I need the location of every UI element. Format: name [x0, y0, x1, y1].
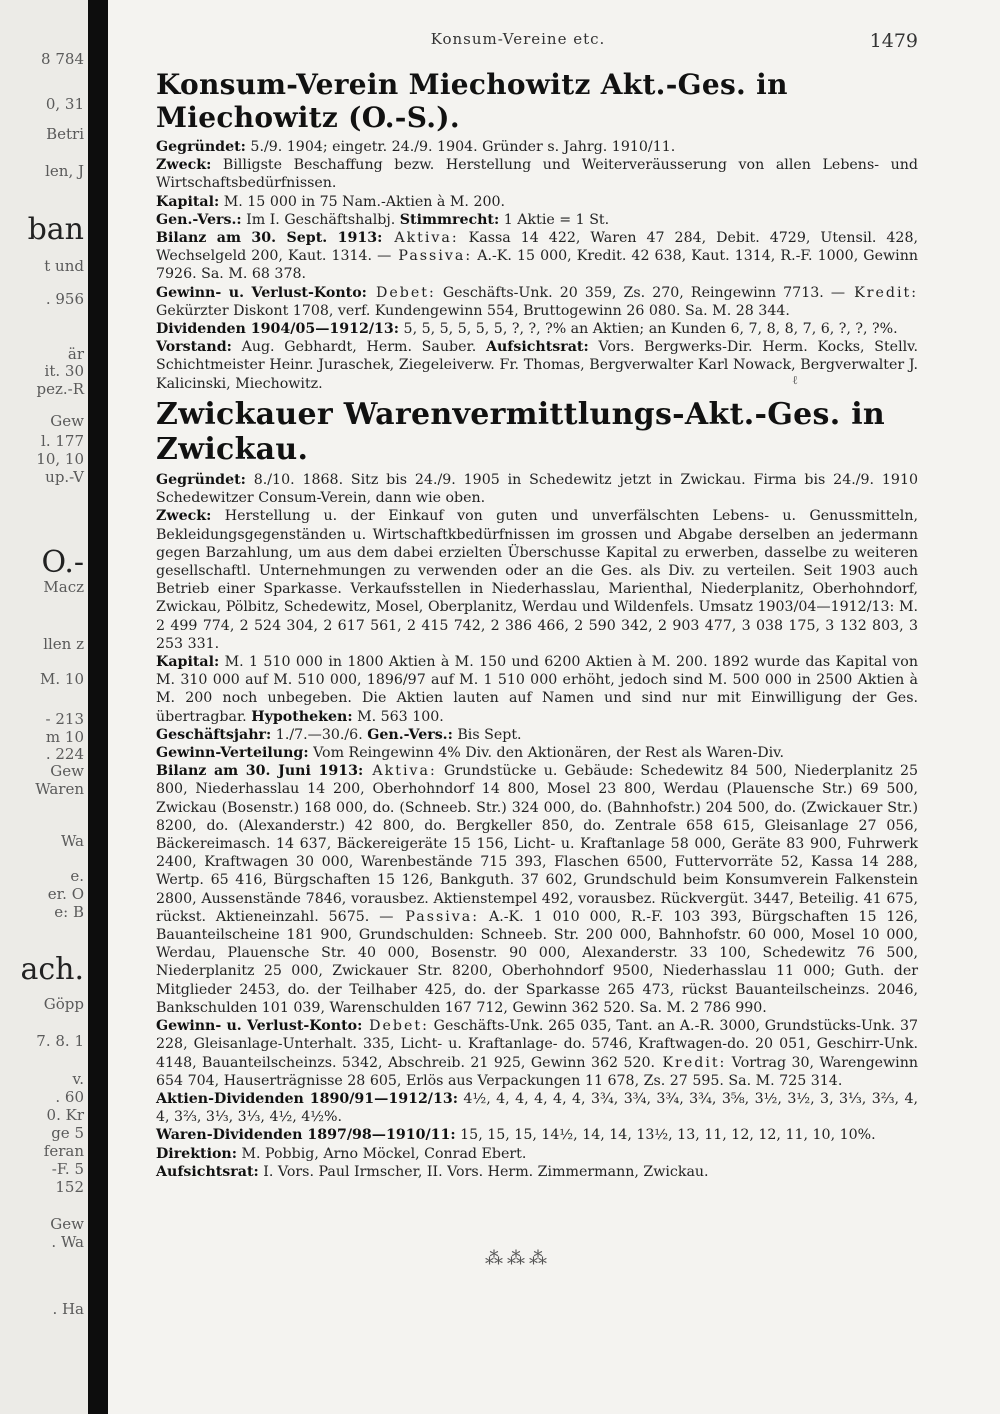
label-capital: Kapital:: [156, 193, 220, 210]
label-debit: Debet:: [362, 1018, 429, 1035]
profit-loss-paragraph: [156, 284, 918, 320]
gutter-fragment: . Wa: [51, 1233, 84, 1251]
gutter-fragment: Wa: [60, 832, 84, 850]
share-dividends-text: 4½, 4, 4, 4, 4, 4, 3¾, 3¾, 3¾, 3¾, 3⅝, 3½, 3½, 3, 3⅓, 3⅔, 4, 4, 3⅔, 3⅓, 3⅓, 4½, 4½%.: [156, 1090, 918, 1126]
gutter-fragment: er. O: [47, 885, 84, 903]
dividends-paragraph: [156, 320, 918, 338]
gutter-fragment: len, J: [45, 162, 84, 180]
gutter-fragment: Göpp: [43, 995, 84, 1013]
margin-mark: ℓ: [792, 373, 798, 387]
share-dividends-paragraph: [156, 1090, 918, 1126]
profit-loss-paragraph: [156, 1017, 918, 1090]
meeting-text: Im I. Geschäftshalbj.: [241, 211, 396, 228]
meeting-paragraph: [156, 211, 918, 229]
label-supervisory-board: Aufsichtsrat:: [156, 1163, 259, 1180]
gutter-fragment: up.-V: [45, 468, 84, 486]
capital-text: M. 1 510 000 in 1800 Aktien à M. 150 und 6200 Aktien à M. 200. 1892 wurde das Kapital von M. 310 000 auf M. 510 000, 1896/97 auf M. 1 510 000 erhöht, jedoch sind M. 500 000 in 2500 Aktien à M. 200 noch unbegeben. Die Aktien lauten auf Namen und sind nur mit Einwilligung der Ges. übertragbar.: [156, 654, 918, 725]
fiscal-year-text: 1./7.—30./6.: [271, 726, 363, 743]
label-liabilities: Passiva:: [391, 248, 473, 265]
label-credit: Kredit:: [845, 284, 918, 301]
board-text: Aug. Gebhardt, Herm. Sauber.: [231, 339, 477, 356]
founded-text: 8./10. 1868. Sitz bis 24./9. 1905 in Schedewitz jetzt in Zwickau. Firma bis 24./9. 1910 Schedewitzer Consum-Verein, dann wie oben.: [156, 472, 918, 507]
entry-title: Konsum-Verein Miechowitz Akt.-Ges. in Miechowitz (O.-S.).: [156, 68, 788, 134]
book-spine: [88, 0, 108, 1414]
gutter-fragment: . 60: [55, 1088, 84, 1106]
debit-text: Geschäfts-Unk. 265 035, Tant. an A.-R. 3000, Grundstücks-Unk. 37 228, Gleisanlage-Unterhalt. 335, Licht- u. Kraftanlage- do. 5746, Kraftwagen-do. 20 051, Geschirr-Unk. 4148, Bauanteilscheinzs. 5342, Abschreib. 21 925, Gewinn 362 520.: [156, 1018, 918, 1071]
gutter-fragment: Gew: [50, 412, 84, 430]
label-profit-loss: Gewinn- u. Verlust-Konto:: [156, 1018, 363, 1035]
page-number: 1479: [869, 30, 918, 52]
gutter-fragment: O.-: [41, 545, 84, 580]
management-paragraph: [156, 1145, 918, 1163]
goods-dividends-paragraph: [156, 1126, 918, 1144]
meeting-text: Bis Sept.: [452, 726, 522, 743]
gutter-fragment: ban: [27, 212, 84, 247]
capital-paragraph: [156, 653, 918, 726]
gutter-fragment: är: [67, 345, 84, 363]
gutter-fragment: . Ha: [52, 1300, 84, 1318]
gutter-fragment: e: B: [54, 903, 84, 921]
capital-text: M. 15 000 in 75 Nam.-Aktien à M. 200.: [219, 193, 506, 210]
label-balance: Bilanz am 30. Juni 1913:: [156, 763, 364, 780]
label-general-meeting: Gen.-Vers.:: [367, 726, 453, 743]
voting-text: 1 Aktie = 1 St.: [499, 211, 610, 228]
mortgages-text: M. 563 100.: [352, 708, 444, 725]
goods-dividends-text: 15, 15, 15, 14½, 14, 14, 13½, 13, 11, 12, 12, 11, 10, 10%.: [455, 1127, 876, 1144]
management-text: M. Pobbig, Arno Möckel, Conrad Ebert.: [236, 1145, 527, 1162]
liabilities-text: A.-K. 15 000, Kredit. 42 638, Kaut. 1314, R.-F. 1000, Gewinn 7926. Sa. M. 68 378.: [156, 248, 918, 283]
running-head: Konsum-Vereine etc.: [430, 30, 606, 48]
label-credit: Kredit:: [655, 1054, 727, 1071]
page: [118, 0, 918, 1414]
assets-text: Kassa 14 422, Waren 47 284, Debit. 4729, Utensil. 428, Wechselgeld 200, Kaut. 1314. —: [156, 230, 918, 265]
end-ornament: ⁂⁂⁂: [485, 1248, 551, 1269]
label-share-dividends: Aktien-Dividenden 1890/91—1912/13:: [156, 1090, 458, 1107]
label-capital: Kapital:: [156, 654, 220, 671]
gutter-fragment: M. 10: [40, 670, 84, 688]
gutter-fragment: . 956: [45, 290, 84, 308]
gutter-fragment: . 224: [45, 745, 84, 763]
purpose-text: Billigste Beschaffung bezw. Herstellung und Weiterveräusserung von allen Lebens- und Wirtschaftsbedürfnissen.: [156, 157, 918, 192]
profit-distribution-text: Vom Reingewinn 4% Div. den Aktionären, der Rest als Waren-Div.: [308, 745, 785, 762]
gutter-fragment: 7. 8. 1: [36, 1032, 84, 1050]
supervisory-paragraph: [156, 1163, 918, 1181]
supervisory-text: I. Vors. Paul Irmscher, II. Vors. Herm. Zimmermann, Zwickau.: [258, 1163, 709, 1180]
gutter-fragment: v.: [72, 1070, 84, 1088]
gutter-fragment: pez.-R: [36, 380, 84, 398]
gutter-fragment: m 10: [45, 728, 84, 746]
gutter-fragment: 0. Kr: [46, 1106, 84, 1124]
label-fiscal-year: Geschäftsjahr:: [156, 726, 272, 743]
label-liabilities: Passiva:: [393, 908, 480, 925]
label-profit-loss: Gewinn- u. Verlust-Konto:: [156, 284, 367, 301]
purpose-paragraph: [156, 507, 918, 653]
label-founded: Gegründet:: [156, 472, 246, 488]
entry-konsum-verein-miechowitz: [156, 68, 918, 393]
board-paragraph: [156, 338, 918, 393]
label-mortgages: Hypotheken:: [251, 708, 353, 725]
gutter-fragment: Gew: [50, 1215, 84, 1233]
label-management: Direktion:: [156, 1145, 237, 1162]
gutter-fragment: - 213: [45, 710, 84, 728]
gutter-fragment: Gew: [50, 762, 84, 780]
gutter-fragment: Betri: [46, 125, 84, 143]
gutter-fragment: feran: [43, 1142, 84, 1160]
label-assets: Aktiva:: [363, 763, 437, 780]
gutter-fragment: -F. 5: [51, 1160, 84, 1178]
gutter-fragment: Waren: [35, 780, 84, 798]
label-assets: Aktiva:: [382, 230, 459, 247]
fiscal-year-paragraph: [156, 726, 918, 744]
entry-zwickauer-warenvermittlung: [156, 397, 918, 1181]
gutter-fragment: it. 30: [44, 362, 84, 380]
gutter-fragment: ge 5: [51, 1124, 84, 1142]
label-founded: Gegründet:: [156, 139, 246, 155]
founded-paragraph: [156, 471, 918, 507]
gutter-fragment: ach.: [20, 952, 84, 987]
gutter-fragment: e.: [70, 867, 84, 885]
liabilities-text: A.-K. 1 010 000, R.-F. 103 393, Bürgschaften 15 126, Bauanteilscheine 181 900, Grundschulden: Schneeb. Str. 200 000, Bahnhofstr. 60 000, Mosel 10 000, Werdau, Plauensche Str. 40 000, Bosenstr. 90 000, Alexanderstr. 33 100, Schedewitz 76 500, Niederplanitz 25 000, Zwickauer Str. 8200, Oberhohndorf 9500, Niederhasslau 11 000; Guth. der Mitglieder 2453, do. der Teilhaber 425, do. der Sparkasse 265 473, rückst Bauanteilscheinzs. 2046, Bankschulden 101 039, Warenschulden 167 712, Gewinn 362 520. Sa. M. 2 786 990.: [156, 908, 918, 1016]
assets-text: Grundstücke u. Gebäude: Schedewitz 84 500, Niederplanitz 25 800, Niederhasslau 14 200, Oberhohndorf 14 800, Mosel 23 800, Werdau (Plauensche Str.) 69 500, Zwickau (Bosenstr.) 168 000, do. (Schneeb. Str.) 324 000, do. (Bahnhofstr.) 204 500, do. (Zwickauer Str.) 8200, do. (Alexanderstr.) 42 800, do. Bergkeller 850, do. Zentrale 658 615, Gleisanlage 27 056, Bäckereimasch. 14 637, Bäckereigeräte 15 156, Licht- u. Kraftanlage 58 000, Geräte 83 900, Fuhrwerk 2400, Kraftwagen 30 000, Warenbestände 715 393, Flaschen 6500, Futtervorräte 52, Kassa 14 288, Wertp. 65 416, Bürgschaften 15 126, Bankguth. 37 602, Grundschuld beim Konsumverein Falkenstein 2800, Aussenstände 7846, vorausbez. Aktienstempel 492, vorausbez. Rückvergüt. 3447, Beteilig. 41 675, rückst. Aktieneinzahl. 5675. —: [156, 763, 919, 925]
profit-distribution-paragraph: [156, 744, 918, 762]
gutter-fragment: 8 784: [41, 50, 84, 68]
purpose-text: Herstellung u. der Einkauf von guten und unverfälschten Lebens- u. Genussmitteln, Bekleidungsgegenständen u. Wirtschaftkbedürfnissen im grossen und Abgabe derselben an jedermann gegen Barzahlung, um aus dem dabei erzielten Überschusse Kapital zu erwerben, dasselbe zu weiteren gesellschaftl. Unternehmungen zu verwenden oder an die Ges. als Div. zu verteilen. Seit 1903 auch Betrieb einer Sparkasse. Verkaufsstellen in Niederhasslau, Marienthal, Niederplanitz, Oberhohndorf, Zwickau, Pölbitz, Schedewitz, Mosel, Oberplanitz, Werdau und Wildenfels. Umsatz 1903/04—1912/13: M. 2 499 774, 2 524 304, 2 617 561, 2 415 742, 2 386 466, 2 590 342, 2 903 477, 3 038 175, 3 132 803, 3 253 331.: [156, 508, 918, 652]
gutter-fragment: l. 177: [41, 432, 84, 450]
founded-paragraph: [156, 138, 918, 156]
left-page-gutter: [0, 0, 90, 1414]
debit-text: Geschäfts-Unk. 20 359, Zs. 270, Reingewinn 7713. —: [435, 284, 846, 301]
label-debit: Debet:: [366, 284, 436, 301]
gutter-fragment: t und: [44, 257, 84, 275]
label-balance: Bilanz am 30. Sept. 1913:: [156, 230, 383, 247]
founded-text: 5./9. 1904; eingetr. 24./9. 1904. Gründer s. Jahrg. 1910/11.: [245, 139, 676, 155]
credit-text: Gekürzter Diskont 1708, verf. Kundengewinn 554, Bruttogewinn 26 080. Sa. M. 28 344.: [156, 302, 790, 319]
label-profit-distribution: Gewinn-Verteilung:: [156, 745, 309, 762]
credit-text: Vortrag 30, Warengewinn 654 704, Hauserträgnisse 28 605, Erlös aus Verpackungen 11 678, Zs. 27 595. Sa. M. 725 314.: [156, 1054, 918, 1089]
label-purpose: Zweck:: [156, 157, 212, 174]
gutter-fragment: 10, 10: [36, 450, 84, 468]
entry-title: Zwickauer Warenvermittlungs-Akt.-Ges. in Zwickau.: [156, 397, 886, 467]
label-dividends: Dividenden 1904/05—1912/13:: [156, 321, 400, 338]
label-goods-dividends: Waren-Dividenden 1897/98—1910/11:: [156, 1127, 456, 1144]
purpose-paragraph: [156, 156, 918, 192]
label-voting-right: Stimmrecht:: [399, 211, 500, 228]
supervisory-text: Vors. Bergwerks-Dir. Herm. Kocks, Stellv. Schichtmeister Heinr. Juraschek, Ziegeleiverw. Fr. Thomas, Bergverwalter Karl Nowack, Bergverwalter J. Kalicinski, Miechowitz.: [156, 339, 918, 392]
gutter-fragment: 0, 31: [45, 95, 84, 113]
dividends-text: 5, 5, 5, 5, 5, 5, ?, ?, ?% an Aktien; an Kunden 6, 7, 8, 8, 7, 6, ?, ?, ?%.: [399, 321, 898, 338]
label-general-meeting: Gen.-Vers.:: [156, 211, 242, 228]
label-board: Vorstand:: [156, 339, 232, 356]
gutter-fragment: llen z: [43, 635, 84, 653]
gutter-fragment: Macz: [43, 578, 84, 596]
balance-paragraph: [156, 762, 918, 1017]
balance-paragraph: [156, 229, 918, 284]
label-supervisory-board: Aufsichtsrat:: [485, 339, 589, 356]
gutter-fragment: 152: [55, 1178, 84, 1196]
capital-paragraph: [156, 193, 918, 211]
label-purpose: Zweck:: [156, 508, 212, 525]
